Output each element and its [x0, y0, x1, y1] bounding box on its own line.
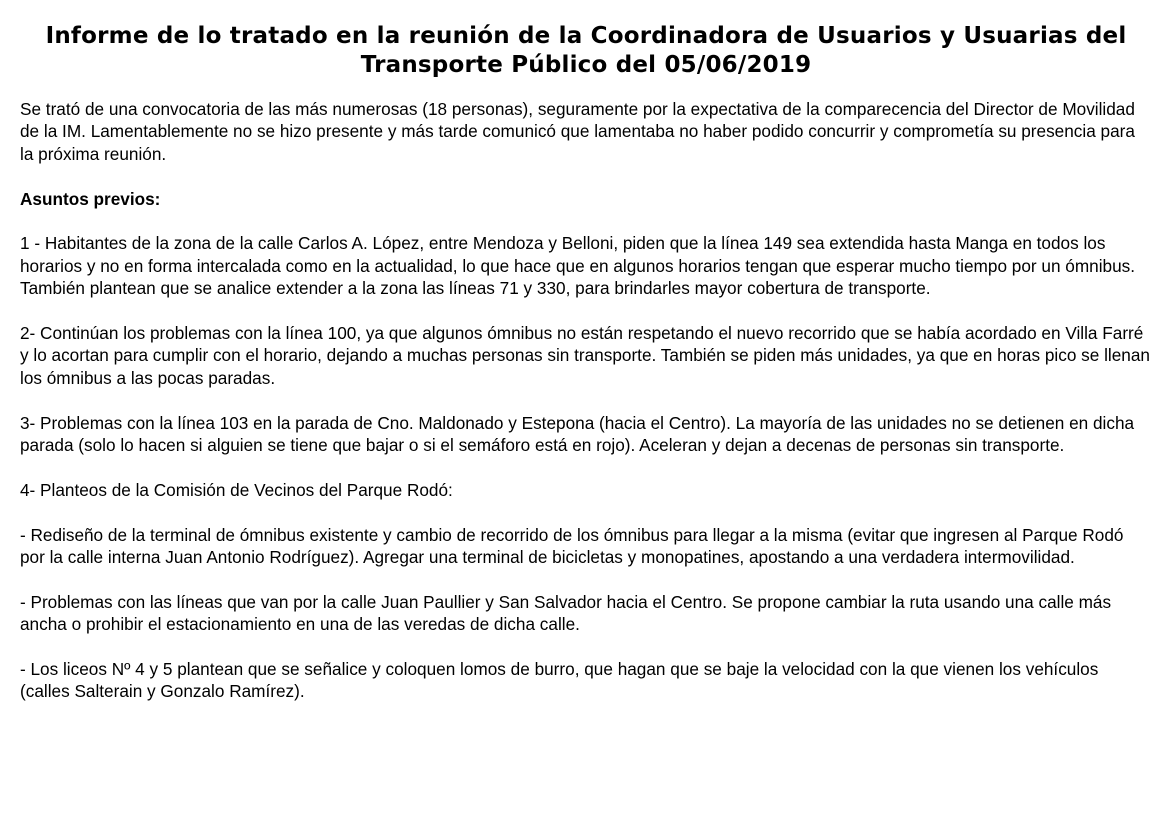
item-paragraph-3: 3- Problemas con la línea 103 en la parada de Cno. Maldonado y Estepona (hacia el Centro). La mayoría de las unidades no se detienen en dicha parada (solo lo hacen si alguien se tiene que bajar o si el semáforo está en rojo). Aceleran y dejan a decenas de personas sin transporte. [20, 412, 1135, 456]
item-paragraph-1: 1 - Habitantes de la zona de la calle Carlos A. López, entre Mendoza y Belloni, piden que la línea 149 sea extendida hasta Manga en todos los horarios y no en forma intercalada como en la actualidad, lo que hace que en algunos horarios tengan que esperar mucho tiempo por un ómnibus. También plantean que se analice extender a la zona las líneas 71 y 330, para brindarles mayor cobertura de transporte. [20, 233, 1136, 299]
document-title: Informe de lo tratado en la reunión de la Coordinadora de Usuarios y Usuarias del Transporte Público del 05/06/2019 [45, 23, 1127, 78]
section-heading: Asuntos previos: [20, 188, 161, 209]
item-paragraph-4: 4- Planteos de la Comisión de Vecinos del Parque Rodó: [20, 479, 453, 500]
sub-item-lines: - Problemas con las líneas que van por la calle Juan Paullier y San Salvador hacia el Centro. Se propone cambiar la ruta usando una calle más ancha o prohibir el estacionamiento en una de las veredas de dicha calle. [20, 591, 1112, 635]
intro-paragraph: Se trató de una convocatoria de las más numerosas (18 personas), seguramente por la expectativa de la comparecencia del Director de Movilidad de la IM. Lamentablemente no se hizo presente y más tarde comunicó que lamentaba no haber podido concurrir y comprometía su presencia para la próxima reunión. [20, 99, 1135, 164]
sub-item-terminal: - Rediseño de la terminal de ómnibus existente y cambio de recorrido de los ómnibus para llegar a la misma (evitar que ingresen al Parque Rodó por la calle interna Juan Antonio Rodríguez). Agregar una terminal de bicicletas y monopatines, apostando a una verdadera intermovilidad. [20, 524, 1124, 568]
document-page [20, 22, 1152, 703]
sub-item-liceos: - Los liceos Nº 4 y 5 plantean que se señalice y coloquen lomos de burro, que hagan que se baje la velocidad con la que vienen los vehículos (calles Salterain y Gonzalo Ramírez). [20, 659, 1099, 702]
item-paragraph-2: 2- Continúan los problemas con la línea 100, ya que algunos ómnibus no están respetando el nuevo recorrido que se había acordado en Villa Farré y lo acortan para cumplir con el horario, dejando a muchas personas sin transporte. También se piden más unidades, ya que en horas pico se llenan los ómnibus a las pocas paradas. [20, 323, 1150, 388]
